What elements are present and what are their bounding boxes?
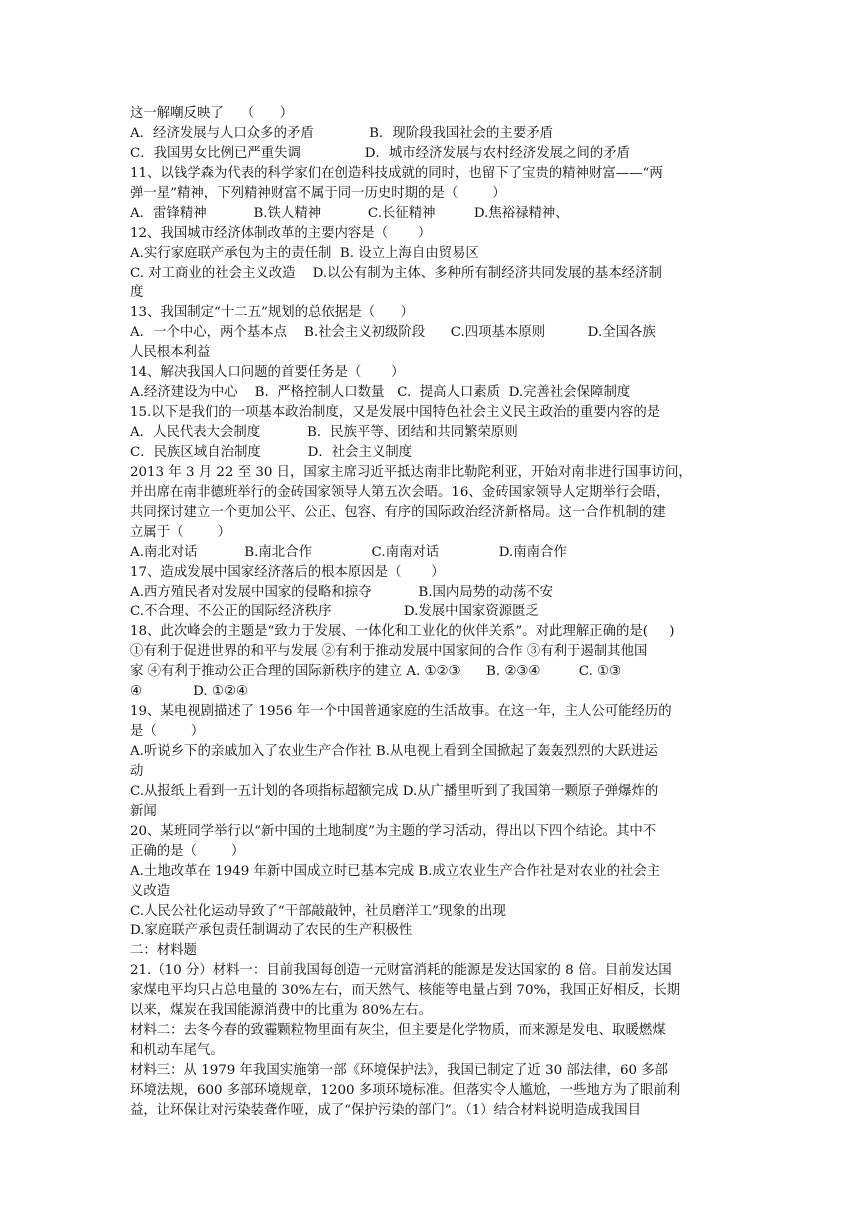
text-line: 13、我国制定“十二五”规划的总依据是（ ） xyxy=(130,305,414,321)
text-line: 材料二：去冬今春的致霾颗粒物里面有灰尘，但主要是化学物质，而来源是发电、取暖燃煤 xyxy=(130,1023,666,1039)
text-line: A.南北对话 B.南北合作 C.南南对话 D.南南合作 xyxy=(130,544,567,560)
text-line: 家煤电平均只占总电量的 30%左右，而天然气、核能等电量占到 70%，我国正好相反，长期 xyxy=(130,983,681,999)
text-line: 弹一星”精神，下列精神财富不属于同一历史时期的是（ ） xyxy=(130,185,506,201)
text-line: A.实行家庭联产承包为主的责任制 B. 设立上海自由贸易区 xyxy=(130,245,479,261)
text-line: 立属于（ ） xyxy=(130,524,232,540)
text-line: 并出席在南非德班举行的金砖国家领导人第五次会晤。16、金砖国家领导人定期举行会晤， xyxy=(130,484,670,500)
text-line: A.西方殖民者对发展中国家的侵略和掠夺 B.国内局势的动荡不安 xyxy=(130,584,553,600)
text-line: A.听说乡下的亲戚加入了农业生产合作社 B.从电视上看到全国掀起了轰轰烈烈的大跃进运 xyxy=(130,744,658,759)
text-line: 是（ ） xyxy=(130,724,205,740)
text-line: 2013 年 3 月 22 至 30 日，国家主席习近平抵达南非比勒陀利亚，开始对南非进行国事访问， xyxy=(130,464,692,480)
text-line: A．雷锋精神 B.铁人精神 C.长征精神 D.焦裕禄精神、 xyxy=(130,205,569,221)
text-line: 材料三：从 1979 年我国实施第一部《环境保护法》，我国已制定了近 30 部法律，60 多部 xyxy=(130,1063,669,1078)
text-line: 14、解决我国人口问题的首要任务是（ ） xyxy=(130,365,405,381)
text-line: 家 ④有利于推动公正合理的国际新秩序的建立 A. ①②③ B. ②③④ C. ①③ xyxy=(130,664,622,680)
text-line: 和机动车尾气。 xyxy=(130,1043,224,1059)
text-line: 12、我国城市经济体制改革的主要内容是（ ） xyxy=(130,225,432,241)
text-line: A．人民代表大会制度 B．民族平等、团结和共同繁荣原则 xyxy=(130,425,518,440)
text-line: 动 xyxy=(130,763,144,779)
text-line: A．一个中心，两个基本点 B.社会主义初级阶段 C.四项基本原则 D.全国各族 xyxy=(130,325,656,341)
text-line: ④ D. ①②④ xyxy=(130,684,248,700)
text-line: A．经济发展与人口众多的矛盾 B．现阶段我国社会的主要矛盾 xyxy=(130,125,553,141)
text-line: 人民根本利益 xyxy=(130,345,211,361)
text-line: 义改造 xyxy=(130,883,171,899)
text-line: 17、造成发展中国家经济落后的根本原因是（ ） xyxy=(130,564,445,580)
text-line: C.人民公社化运动导致了“干部敲敲钟，社员磨洋工”现象的出现 xyxy=(130,903,506,919)
text-line: 21.（10 分）材料一：目前我国每创造一元财富消耗的能源是发达国家的 8 倍。目前发达国 xyxy=(130,963,672,979)
text-line: C. 对工商业的社会主义改造 D.以公有制为主体、多种所有制经济共同发展的基本经济制 xyxy=(130,265,662,281)
text-line: 正确的是（ ） xyxy=(130,843,245,859)
text-line: C．民族区域自治制度 D．社会主义制度 xyxy=(130,444,413,460)
text-line: A.经济建设为中心 B. 严格控制人口数量 C. 提高人口素质 D.完善社会保障制度 xyxy=(130,385,631,401)
text-line: 11、以钱学森为代表的科学家们在创造科技成就的同时，也留下了宝贵的精神财富——“两 xyxy=(130,165,663,181)
text-line: 度 xyxy=(130,285,144,301)
text-line: 这一解嘲反映了 （ ） xyxy=(130,106,294,121)
text-line: C.从报纸上看到一五计划的各项指标超额完成 D.从广播里听到了我国第一颗原子弹爆炸的 xyxy=(130,783,659,799)
text-line: 二：材料题 xyxy=(130,943,197,959)
text-line: 环境法规，600 多部环境规章，1200 多项环境标准。但落实令人尴尬，一些地方为了眼前利 xyxy=(130,1082,681,1098)
text-line: 15.以下是我们的一项基本政治制度，又是发展中国特色社会主义民主政治的重要内容的是 xyxy=(130,405,661,421)
text-line: D.家庭联产承包责任制调动了农民的生产积极性 xyxy=(130,923,413,939)
text-line: 共同探讨建立一个更加公平、公正、包容、有序的国际政治经济新格局。这一合作机制的建 xyxy=(130,504,666,520)
text-line: C.不合理、不公正的国际经济秩序 D.发展中国家资源匮乏 xyxy=(130,604,539,620)
text-line: 新闻 xyxy=(130,803,157,819)
text-line: 益，让环保让对污染装聋作哑，成了“保护污染的部门”。（1）结合材料说明造成我国目 xyxy=(130,1102,641,1118)
text-line: ①有利于促进世界的和平与发展 ②有利于推动发展中国家间的合作 ③有利于遏制其他国 xyxy=(130,644,648,660)
text-line: A.土地改革在 1949 年新中国成立时已基本完成 B.成立农业生产合作社是对农业的社会主 xyxy=(130,863,661,879)
text-line: C．我国男女比例已严重失调 D．城市经济发展与农村经济发展之间的矛盾 xyxy=(130,145,630,161)
text-line: 20、某班同学举行以“新中国的土地制度”为主题的学习活动，得出以下四个结论。其中不 xyxy=(130,823,657,839)
text-line: 19、某电视剧描述了 1956 年一个中国普通家庭的生活故事。在这一年，主人公可能经历的 xyxy=(130,704,672,720)
text-line: 以来，煤炭在我国能源消费中的比重为 80%左右。 xyxy=(130,1003,432,1019)
text-line: 18、此次峰会的主题是“致力于发展、一体化和工业化的伙伴关系”。对此理解正确的是( ) xyxy=(130,624,675,640)
